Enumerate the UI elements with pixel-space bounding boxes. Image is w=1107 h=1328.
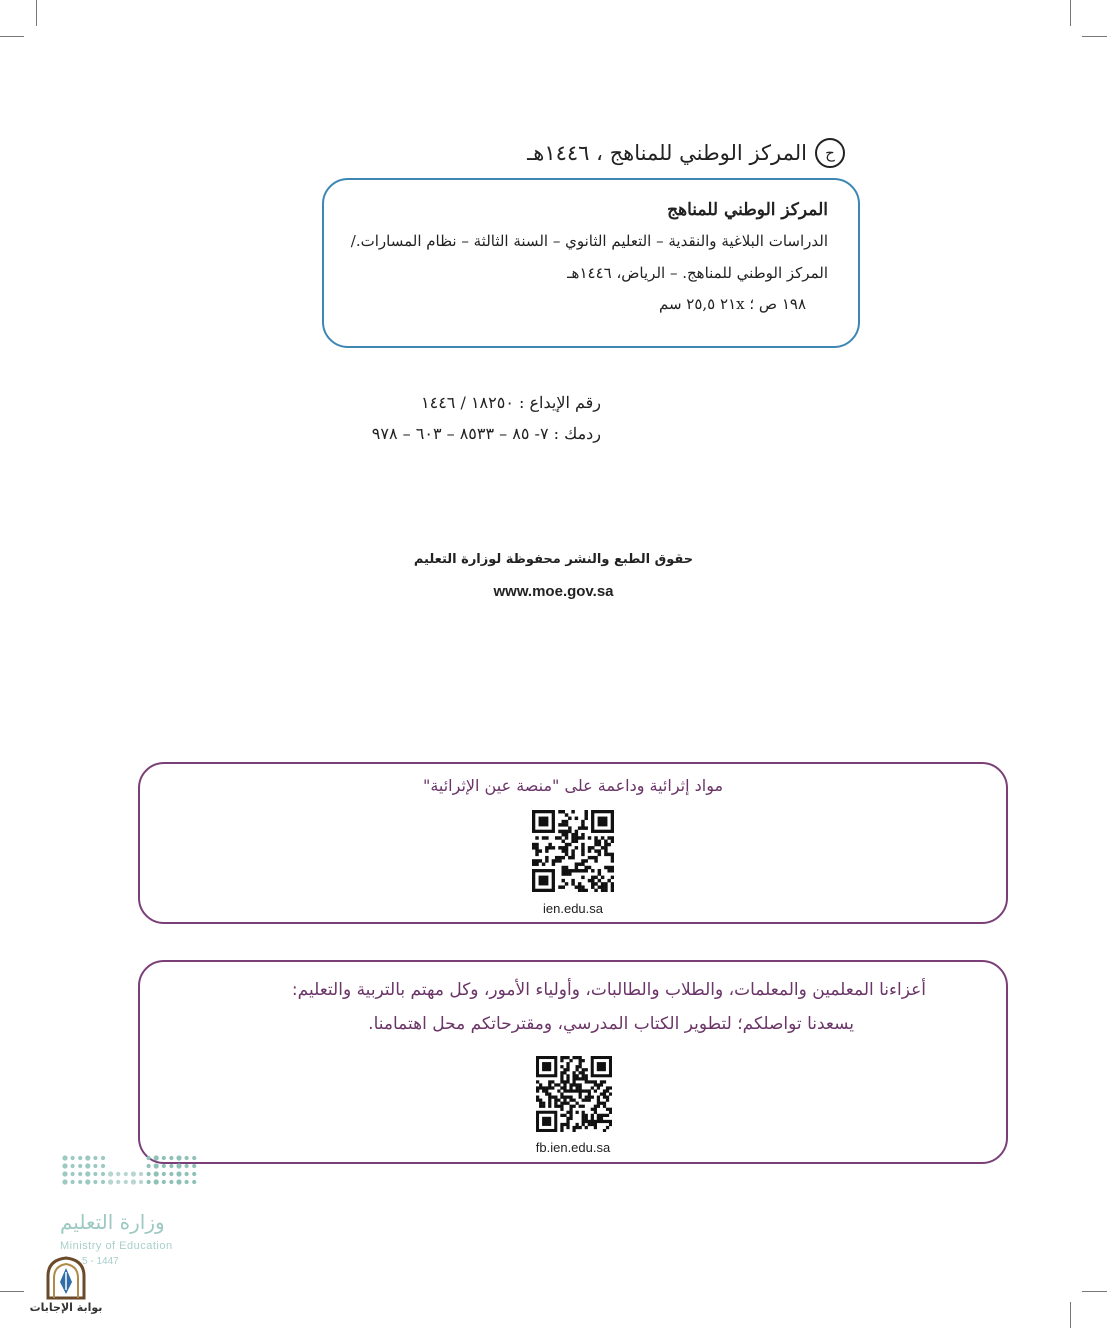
ministry-website-link[interactable]: www.moe.gov.sa [493,583,614,600]
crop-mark [36,0,37,26]
rights-statement: حقوق الطبع والنشر محفوظة لوزارة التعليم [413,552,694,567]
feedback-message: يسعدنا تواصلكم؛ لتطوير الكتاب المدرسي، ومقترحاتكم محل اهتمامنا. [368,1014,854,1034]
legal-info [372,393,601,455]
catalog-title: الدراسات البلاغية والنقدية – التعليم الثانوي – السنة الثالثة – نظام المسارات./ [350,232,828,250]
ministry-dots-icon [60,1152,200,1202]
ministry-english-name: Ministry of Education [60,1240,173,1252]
copyright-text: المركز الوطني للمناهج ، ١٤٤٦هـ [527,141,807,165]
crop-mark [1082,1291,1107,1292]
crop-mark [0,1291,24,1292]
ien-platform-box [138,762,1008,924]
feedback-greeting: أعزاءنا المعلمين والمعلمات، والطلاب والطالبات، وأولياء الأمور، وكل مهتم بالتربية والتعليم: [291,980,926,1000]
cataloging-box [322,178,860,348]
pen-nib-arch-icon [42,1256,90,1300]
catalog-author: المركز الوطني للمناهج [667,200,828,220]
ministry-of-education-logo [60,1152,200,1267]
feedback-box [138,960,1008,1164]
answers-portal-badge[interactable] [28,1256,104,1320]
copyright-line [527,138,845,168]
ministry-year: 5 - 1447 [82,1256,119,1267]
catalog-publisher: المركز الوطني للمناهج. – الرياض، ١٤٤٦هـ [567,264,828,282]
ministry-arabic-name: وزارة التعليم [60,1210,165,1234]
ien-qr-code-icon[interactable] [532,810,614,892]
crop-mark [1070,1302,1071,1328]
copyright-symbol-icon: ح [815,138,845,168]
crop-mark [1070,0,1071,26]
deposit-number: رقم الإيداع : ١٨٢٥٠ / ١٤٤٦ [421,393,601,412]
ien-url-link[interactable]: ien.edu.sa [543,901,603,916]
ien-heading: مواد إثرائية وداعمة على "منصة عين الإثرائية" [422,776,724,795]
feedback-url-link[interactable]: fb.ien.edu.sa [535,1140,611,1155]
feedback-qr-code-icon[interactable] [536,1056,612,1132]
answers-portal-label: بوابة الإجابات [29,1301,103,1314]
isbn-number: ردمك : ٧- ٨٥ – ٨٥٣٣ – ٦٠٣ – ٩٧٨ [371,424,601,443]
crop-mark [1082,36,1107,37]
crop-mark [0,36,24,37]
catalog-physical-description: ١٩٨ ص ؛ ٢١x ٢٥,٥ سم [658,295,806,313]
